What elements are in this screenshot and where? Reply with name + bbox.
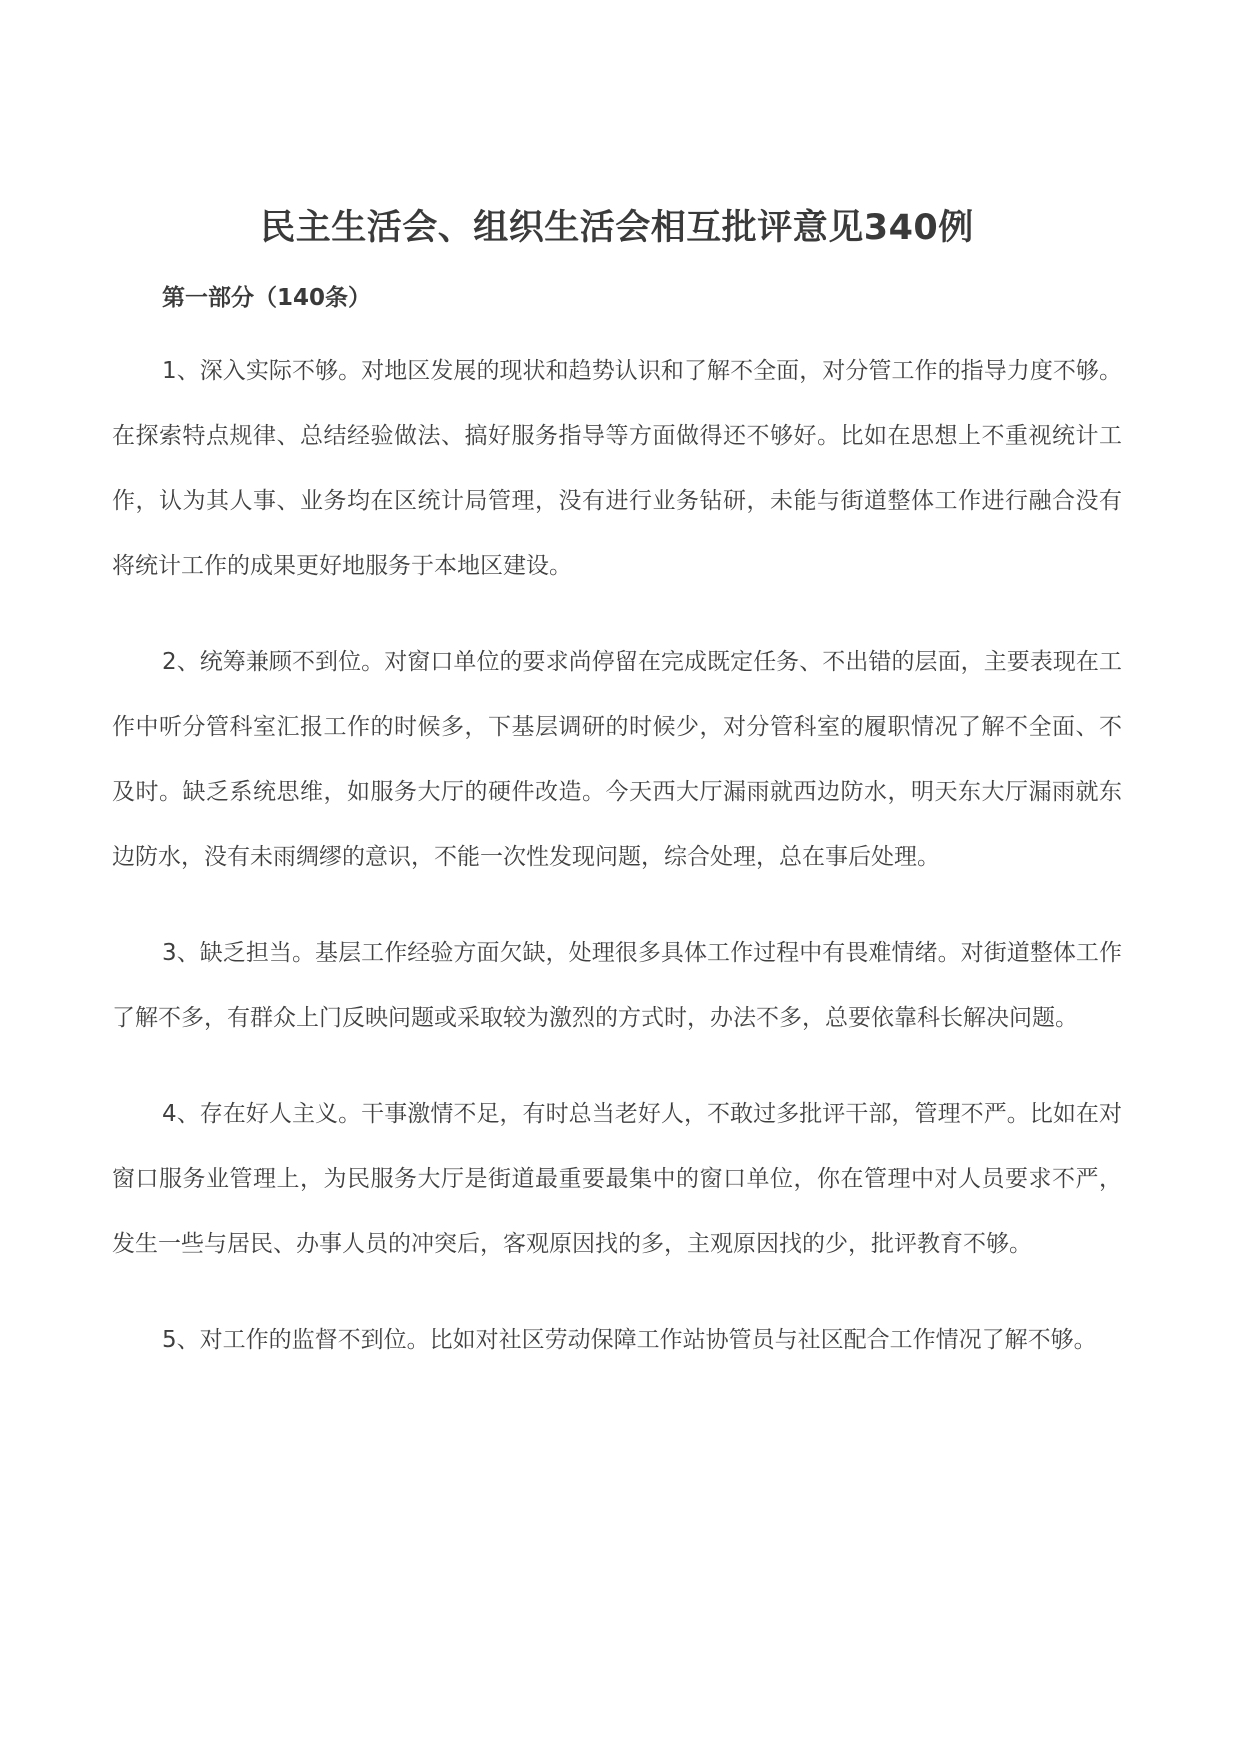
document-title: 民主生活会、组织生活会相互批评意见340例: [260, 208, 974, 248]
paragraph-4: 4、存在好人主义。干事激情不足，有时总当老好人，不敢过多批评干部，管理不严。比如在对窗口服务业管理上，为民服务大厅是街道最重要最集中的窗口单位，你在管理中对人员要求不严，发生一些与居民、办事人员的冲突后，客观原因找的多，主观原因找的少，批评教育不够。: [112, 1101, 1122, 1257]
section-heading: 第一部分（140条）: [162, 285, 372, 311]
paragraph-2: 2、统筹兼顾不到位。对窗口单位的要求尚停留在完成既定任务、不出错的层面，主要表现在工作中听分管科室汇报工作的时候多，下基层调研的时候少，对分管科室的履职情况了解不全面、不及时。缺乏系统思维，如服务大厅的硬件改造。今天西大厅漏雨就西边防水，明天东大厅漏雨就东边防水，没有未雨绸缪的意识，不能一次性发现问题，综合处理，总在事后处理。: [112, 649, 1122, 870]
paragraph-5: 5、对工作的监督不到位。比如对社区劳动保障工作站协管员与社区配合工作情况了解不够。: [162, 1327, 1097, 1353]
paragraph-1: 1、深入实际不够。对地区发展的现状和趋势认识和了解不全面，对分管工作的指导力度不够。在探索特点规律、总结经验做法、搞好服务指导等方面做得还不够好。比如在思想上不重视统计工作，认为其人事、业务均在区统计局管理，没有进行业务钻研，未能与街道整体工作进行融合没有将统计工作的成果更好地服务于本地区建设。: [112, 358, 1122, 579]
paragraph-3: 3、缺乏担当。基层工作经验方面欠缺，处理很多具体工作过程中有畏难情绪。对街道整体工作了解不多，有群众上门反映问题或采取较为激烈的方式时，办法不多，总要依靠科长解决问题。: [112, 940, 1122, 1031]
